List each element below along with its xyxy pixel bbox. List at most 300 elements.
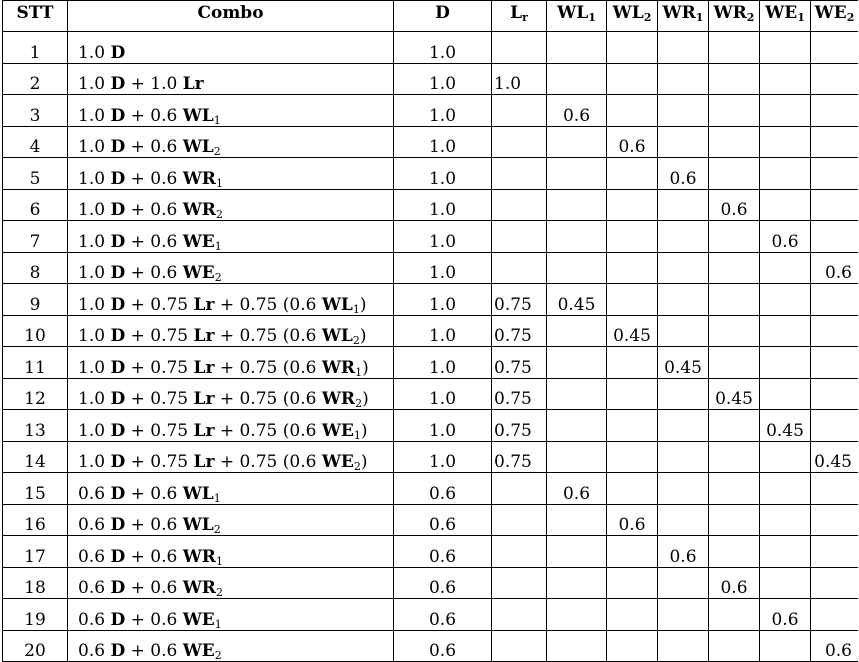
combo-subscript: 1 <box>215 554 223 567</box>
column-header-combo <box>68 1 394 32</box>
cell-lr <box>492 536 547 568</box>
cell-we2 <box>811 378 859 410</box>
cell-we1: 0.6 <box>760 599 811 631</box>
cell-we1 <box>760 315 811 347</box>
combo-subscript: 1 <box>214 617 222 630</box>
cell-wl1 <box>547 536 607 568</box>
table-row <box>3 347 859 379</box>
cell-wr2 <box>709 32 760 64</box>
combo-text: + 1.0 <box>125 74 183 94</box>
combo-text: 1.0 <box>78 452 111 472</box>
combo-text: + 0.75 (0.6 <box>214 389 322 409</box>
cell-combo <box>68 284 394 316</box>
combo-text: + 0.75 <box>125 452 194 472</box>
cell-lr <box>492 32 547 64</box>
combo-load-symbol: Lr <box>182 74 204 94</box>
cell-wl2 <box>607 441 658 473</box>
table-row <box>3 567 859 599</box>
header-row <box>3 1 859 32</box>
cell-wr1 <box>658 378 709 410</box>
column-header-we2 <box>811 1 859 32</box>
cell-wl1 <box>547 221 607 253</box>
cell-d: 1.0 <box>394 32 492 64</box>
combo-text: + 0.75 (0.6 <box>214 420 322 441</box>
combo-text: 0.6 <box>78 515 111 535</box>
combo-load-symbol: D <box>110 515 126 535</box>
cell-stt: 3 <box>3 95 68 127</box>
cell-d: 1.0 <box>394 158 492 190</box>
cell-combo <box>68 32 394 64</box>
cell-we1 <box>760 63 811 95</box>
cell-lr: 0.75 <box>492 441 547 473</box>
cell-we2: 0.6 <box>811 252 859 284</box>
cell-we2 <box>811 32 859 64</box>
cell-wl1: 0.6 <box>547 95 607 127</box>
cell-lr: 1.0 <box>492 63 547 95</box>
cell-wr2: 0.45 <box>709 378 760 410</box>
cell-we1 <box>760 284 811 316</box>
table-row <box>3 126 859 158</box>
column-header-wl1 <box>547 1 607 32</box>
cell-we2 <box>811 599 859 631</box>
cell-we2 <box>811 189 859 221</box>
cell-wr1 <box>658 126 709 158</box>
cell-stt: 15 <box>3 473 68 505</box>
cell-we2 <box>811 536 859 568</box>
cell-combo <box>68 347 394 379</box>
table-row <box>3 630 859 662</box>
load-combination-table-container <box>2 0 858 662</box>
cell-d: 0.6 <box>394 630 492 662</box>
combo-subscript: 2 <box>215 586 223 599</box>
cell-we1 <box>760 504 811 536</box>
cell-stt: 2 <box>3 63 68 95</box>
combo-text: 0.6 <box>78 483 111 504</box>
cell-wr1: 0.45 <box>658 347 709 379</box>
combo-text: + 0.6 <box>125 609 183 630</box>
combo-text: + 0.6 <box>125 137 183 157</box>
cell-combo <box>68 630 394 662</box>
cell-wl1 <box>547 315 607 347</box>
combo-text: 1.0 <box>78 200 111 220</box>
combo-text: + 0.75 (0.6 <box>214 452 322 472</box>
cell-lr: 0.75 <box>492 347 547 379</box>
table-row <box>3 473 859 505</box>
cell-stt: 14 <box>3 441 68 473</box>
cell-we2 <box>811 63 859 95</box>
cell-we1 <box>760 441 811 473</box>
combo-load-symbol: Lr <box>193 389 215 409</box>
combo-text: ) <box>362 389 369 409</box>
cell-wl2: 0.6 <box>607 504 658 536</box>
cell-wr1 <box>658 32 709 64</box>
combo-text: 0.6 <box>78 578 111 598</box>
cell-wl1 <box>547 567 607 599</box>
column-header-we1 <box>760 1 811 32</box>
combo-load-symbol: D <box>110 546 126 567</box>
cell-combo <box>68 189 394 221</box>
combo-load-symbol: WL <box>182 105 214 126</box>
cell-wl2 <box>607 158 658 190</box>
cell-wl1 <box>547 599 607 631</box>
cell-wr2 <box>709 63 760 95</box>
cell-combo <box>68 504 394 536</box>
cell-wr2 <box>709 630 760 662</box>
cell-wl1 <box>547 630 607 662</box>
cell-wr2: 0.6 <box>709 567 760 599</box>
combo-load-symbol: WE <box>182 231 215 252</box>
combo-load-symbol: D <box>110 578 126 598</box>
combo-load-symbol: D <box>110 42 126 63</box>
cell-combo <box>68 441 394 473</box>
cell-wr2 <box>709 473 760 505</box>
column-header-label: WR <box>662 3 696 23</box>
cell-wl1 <box>547 378 607 410</box>
combo-text: + 0.6 <box>125 263 183 283</box>
cell-wr1 <box>658 284 709 316</box>
cell-wl1 <box>547 347 607 379</box>
combo-load-symbol: WR <box>321 389 356 409</box>
cell-d: 1.0 <box>394 252 492 284</box>
cell-d: 0.6 <box>394 567 492 599</box>
cell-wl1 <box>547 410 607 442</box>
cell-wr1: 0.6 <box>658 536 709 568</box>
combo-load-symbol: WE <box>182 641 215 661</box>
cell-wl1 <box>547 252 607 284</box>
combo-text: + 0.6 <box>125 641 183 661</box>
cell-we2 <box>811 315 859 347</box>
cell-d: 0.6 <box>394 536 492 568</box>
cell-d: 1.0 <box>394 63 492 95</box>
column-header-label: WE <box>765 3 798 23</box>
cell-we1 <box>760 378 811 410</box>
cell-wr2 <box>709 504 760 536</box>
cell-wl2 <box>607 536 658 568</box>
cell-wr1 <box>658 473 709 505</box>
cell-wr1 <box>658 410 709 442</box>
cell-we1: 0.6 <box>760 221 811 253</box>
combo-load-symbol: D <box>110 609 126 630</box>
combo-text: 1.0 <box>78 294 111 315</box>
load-combination-table <box>2 0 858 662</box>
cell-wl1 <box>547 126 607 158</box>
cell-we2 <box>811 347 859 379</box>
cell-lr: 0.75 <box>492 315 547 347</box>
table-row <box>3 315 859 347</box>
cell-wr1 <box>658 599 709 631</box>
combo-load-symbol: Lr <box>193 326 215 346</box>
cell-lr: 0.75 <box>492 284 547 316</box>
combo-subscript: 1 <box>215 176 223 189</box>
column-header-label: WR <box>713 3 747 23</box>
cell-d: 0.6 <box>394 473 492 505</box>
combo-text: 1.0 <box>78 74 111 94</box>
cell-we1 <box>760 630 811 662</box>
cell-wl2 <box>607 410 658 442</box>
combo-load-symbol: D <box>110 105 126 126</box>
combo-text: ) <box>359 326 367 346</box>
cell-combo <box>68 378 394 410</box>
cell-we1 <box>760 252 811 284</box>
cell-we2 <box>811 126 859 158</box>
column-header-lr <box>492 1 547 32</box>
table-row <box>3 95 859 127</box>
cell-combo <box>68 252 394 284</box>
column-header-subscript: r <box>522 11 528 24</box>
column-header-subscript: 1 <box>588 11 596 24</box>
table-row <box>3 63 859 95</box>
combo-text: ) <box>360 452 368 472</box>
cell-stt: 17 <box>3 536 68 568</box>
cell-lr <box>492 599 547 631</box>
combo-load-symbol: D <box>110 452 126 472</box>
cell-we2 <box>811 504 859 536</box>
combo-subscript: 2 <box>352 334 360 347</box>
cell-we2: 0.45 <box>811 441 859 473</box>
combo-load-symbol: D <box>110 326 126 346</box>
cell-d: 1.0 <box>394 347 492 379</box>
cell-combo <box>68 315 394 347</box>
cell-wl2 <box>607 284 658 316</box>
column-header-label: Combo <box>197 3 264 23</box>
combo-load-symbol: WR <box>182 546 216 567</box>
cell-we1 <box>760 95 811 127</box>
combo-load-symbol: WL <box>182 483 214 504</box>
cell-wr2 <box>709 536 760 568</box>
cell-wl1 <box>547 63 607 95</box>
cell-we2: 0.6 <box>811 630 859 662</box>
combo-load-symbol: WE <box>321 452 354 472</box>
cell-we2 <box>811 567 859 599</box>
combo-text: + 0.75 <box>125 326 194 346</box>
cell-wr2 <box>709 221 760 253</box>
combo-subscript: 1 <box>353 428 361 441</box>
cell-wr1: 0.6 <box>658 158 709 190</box>
cell-lr <box>492 189 547 221</box>
table-row <box>3 221 859 253</box>
cell-wr1 <box>658 252 709 284</box>
combo-load-symbol: D <box>110 294 126 315</box>
cell-wr2 <box>709 252 760 284</box>
combo-subscript: 2 <box>213 145 221 158</box>
combo-text: + 0.6 <box>125 546 183 567</box>
column-header-wl2 <box>607 1 658 32</box>
cell-wr1 <box>658 315 709 347</box>
cell-d: 1.0 <box>394 441 492 473</box>
cell-wl2 <box>607 630 658 662</box>
cell-we2 <box>811 284 859 316</box>
cell-lr <box>492 504 547 536</box>
combo-subscript: 2 <box>353 460 361 473</box>
combo-subscript: 2 <box>213 523 221 536</box>
cell-wr2 <box>709 126 760 158</box>
cell-lr <box>492 567 547 599</box>
cell-lr <box>492 473 547 505</box>
cell-we1 <box>760 32 811 64</box>
cell-we1 <box>760 189 811 221</box>
table-body <box>3 32 859 662</box>
combo-load-symbol: D <box>110 389 126 409</box>
cell-wl1: 0.45 <box>547 284 607 316</box>
table-row <box>3 504 859 536</box>
cell-wl2 <box>607 252 658 284</box>
cell-stt: 7 <box>3 221 68 253</box>
combo-load-symbol: WL <box>182 137 214 157</box>
cell-combo <box>68 95 394 127</box>
column-header-subscript: 1 <box>797 11 805 24</box>
column-header-label: L <box>510 3 523 23</box>
column-header-label: WL <box>612 3 644 23</box>
cell-lr <box>492 630 547 662</box>
column-header-stt <box>3 1 68 32</box>
cell-combo <box>68 536 394 568</box>
combo-text: + 0.6 <box>125 231 183 252</box>
cell-wr1 <box>658 63 709 95</box>
combo-subscript: 2 <box>355 397 363 410</box>
combo-text: 1.0 <box>78 168 111 189</box>
cell-lr <box>492 221 547 253</box>
cell-d: 0.6 <box>394 599 492 631</box>
combo-text: + 0.75 <box>125 357 194 378</box>
cell-wr1 <box>658 221 709 253</box>
cell-wl2 <box>607 567 658 599</box>
cell-wr2 <box>709 284 760 316</box>
cell-d: 1.0 <box>394 378 492 410</box>
combo-text: + 0.75 <box>125 294 194 315</box>
cell-wl1 <box>547 32 607 64</box>
cell-stt: 5 <box>3 158 68 190</box>
cell-combo <box>68 599 394 631</box>
combo-subscript: 1 <box>213 491 221 504</box>
combo-load-symbol: Lr <box>193 420 215 441</box>
combo-load-symbol: WR <box>321 357 356 378</box>
cell-wr2 <box>709 315 760 347</box>
cell-we2 <box>811 473 859 505</box>
cell-wl2 <box>607 599 658 631</box>
column-header-label: D <box>435 3 450 23</box>
cell-we2 <box>811 95 859 127</box>
combo-text: + 0.6 <box>125 578 183 598</box>
cell-lr <box>492 95 547 127</box>
cell-wl2: 0.45 <box>607 315 658 347</box>
cell-we1 <box>760 126 811 158</box>
combo-text: + 0.6 <box>125 168 183 189</box>
combo-load-symbol: D <box>110 263 126 283</box>
combo-load-symbol: WL <box>182 515 214 535</box>
column-header-label: STT <box>16 3 54 23</box>
cell-d: 0.6 <box>394 504 492 536</box>
cell-wl2 <box>607 63 658 95</box>
column-header-subscript: 2 <box>746 11 755 24</box>
column-header-subscript: 1 <box>695 11 704 24</box>
cell-lr: 0.75 <box>492 410 547 442</box>
table-row <box>3 252 859 284</box>
combo-text: ) <box>362 357 369 378</box>
combo-text: 1.0 <box>78 420 111 441</box>
cell-stt: 10 <box>3 315 68 347</box>
combo-text: 1.0 <box>78 105 111 126</box>
cell-wr2 <box>709 158 760 190</box>
cell-lr <box>492 158 547 190</box>
combo-text: 0.6 <box>78 609 111 630</box>
cell-wr1 <box>658 567 709 599</box>
combo-text: + 0.6 <box>125 483 183 504</box>
combo-text: + 0.75 (0.6 <box>214 357 322 378</box>
combo-load-symbol: D <box>110 483 126 504</box>
combo-load-symbol: Lr <box>193 452 215 472</box>
cell-stt: 13 <box>3 410 68 442</box>
combo-text: + 0.6 <box>125 515 183 535</box>
combo-load-symbol: WR <box>182 168 216 189</box>
combo-subscript: 2 <box>214 271 222 284</box>
cell-wl2 <box>607 95 658 127</box>
combo-subscript: 2 <box>214 649 222 662</box>
cell-combo <box>68 410 394 442</box>
cell-wr1 <box>658 504 709 536</box>
cell-lr <box>492 252 547 284</box>
combo-text: + 0.75 (0.6 <box>214 294 322 315</box>
column-header-wr2 <box>709 1 760 32</box>
combo-load-symbol: D <box>110 641 126 661</box>
combo-load-symbol: D <box>110 231 126 252</box>
cell-wl1 <box>547 504 607 536</box>
cell-wl1 <box>547 189 607 221</box>
cell-combo <box>68 63 394 95</box>
cell-wr1 <box>658 95 709 127</box>
cell-wr2 <box>709 410 760 442</box>
combo-subscript: 1 <box>214 239 222 252</box>
cell-stt: 1 <box>3 32 68 64</box>
cell-stt: 19 <box>3 599 68 631</box>
combo-load-symbol: D <box>110 357 126 378</box>
table-row <box>3 158 859 190</box>
cell-combo <box>68 126 394 158</box>
column-header-d <box>394 1 492 32</box>
combo-text: 0.6 <box>78 546 111 567</box>
cell-we1 <box>760 536 811 568</box>
combo-load-symbol: D <box>110 200 126 220</box>
combo-text: 1.0 <box>78 137 111 157</box>
cell-wr1 <box>658 630 709 662</box>
table-row <box>3 441 859 473</box>
combo-load-symbol: D <box>110 168 126 189</box>
cell-d: 1.0 <box>394 284 492 316</box>
table-row <box>3 284 859 316</box>
cell-d: 1.0 <box>394 95 492 127</box>
combo-text: ) <box>359 294 367 315</box>
combo-load-symbol: WR <box>182 200 216 220</box>
cell-we1 <box>760 347 811 379</box>
cell-stt: 8 <box>3 252 68 284</box>
column-header-wr1 <box>658 1 709 32</box>
cell-we2 <box>811 158 859 190</box>
combo-text: 1.0 <box>78 326 111 346</box>
cell-wl2 <box>607 473 658 505</box>
cell-wr1 <box>658 441 709 473</box>
combo-text: 0.6 <box>78 641 111 661</box>
combo-load-symbol: Lr <box>193 294 215 315</box>
cell-combo <box>68 567 394 599</box>
combo-subscript: 1 <box>352 302 360 315</box>
combo-load-symbol: D <box>110 420 126 441</box>
table-row <box>3 599 859 631</box>
table-row <box>3 536 859 568</box>
combo-load-symbol: WL <box>321 326 353 346</box>
cell-stt: 20 <box>3 630 68 662</box>
table-header <box>3 1 859 32</box>
cell-d: 1.0 <box>394 221 492 253</box>
cell-we1 <box>760 158 811 190</box>
